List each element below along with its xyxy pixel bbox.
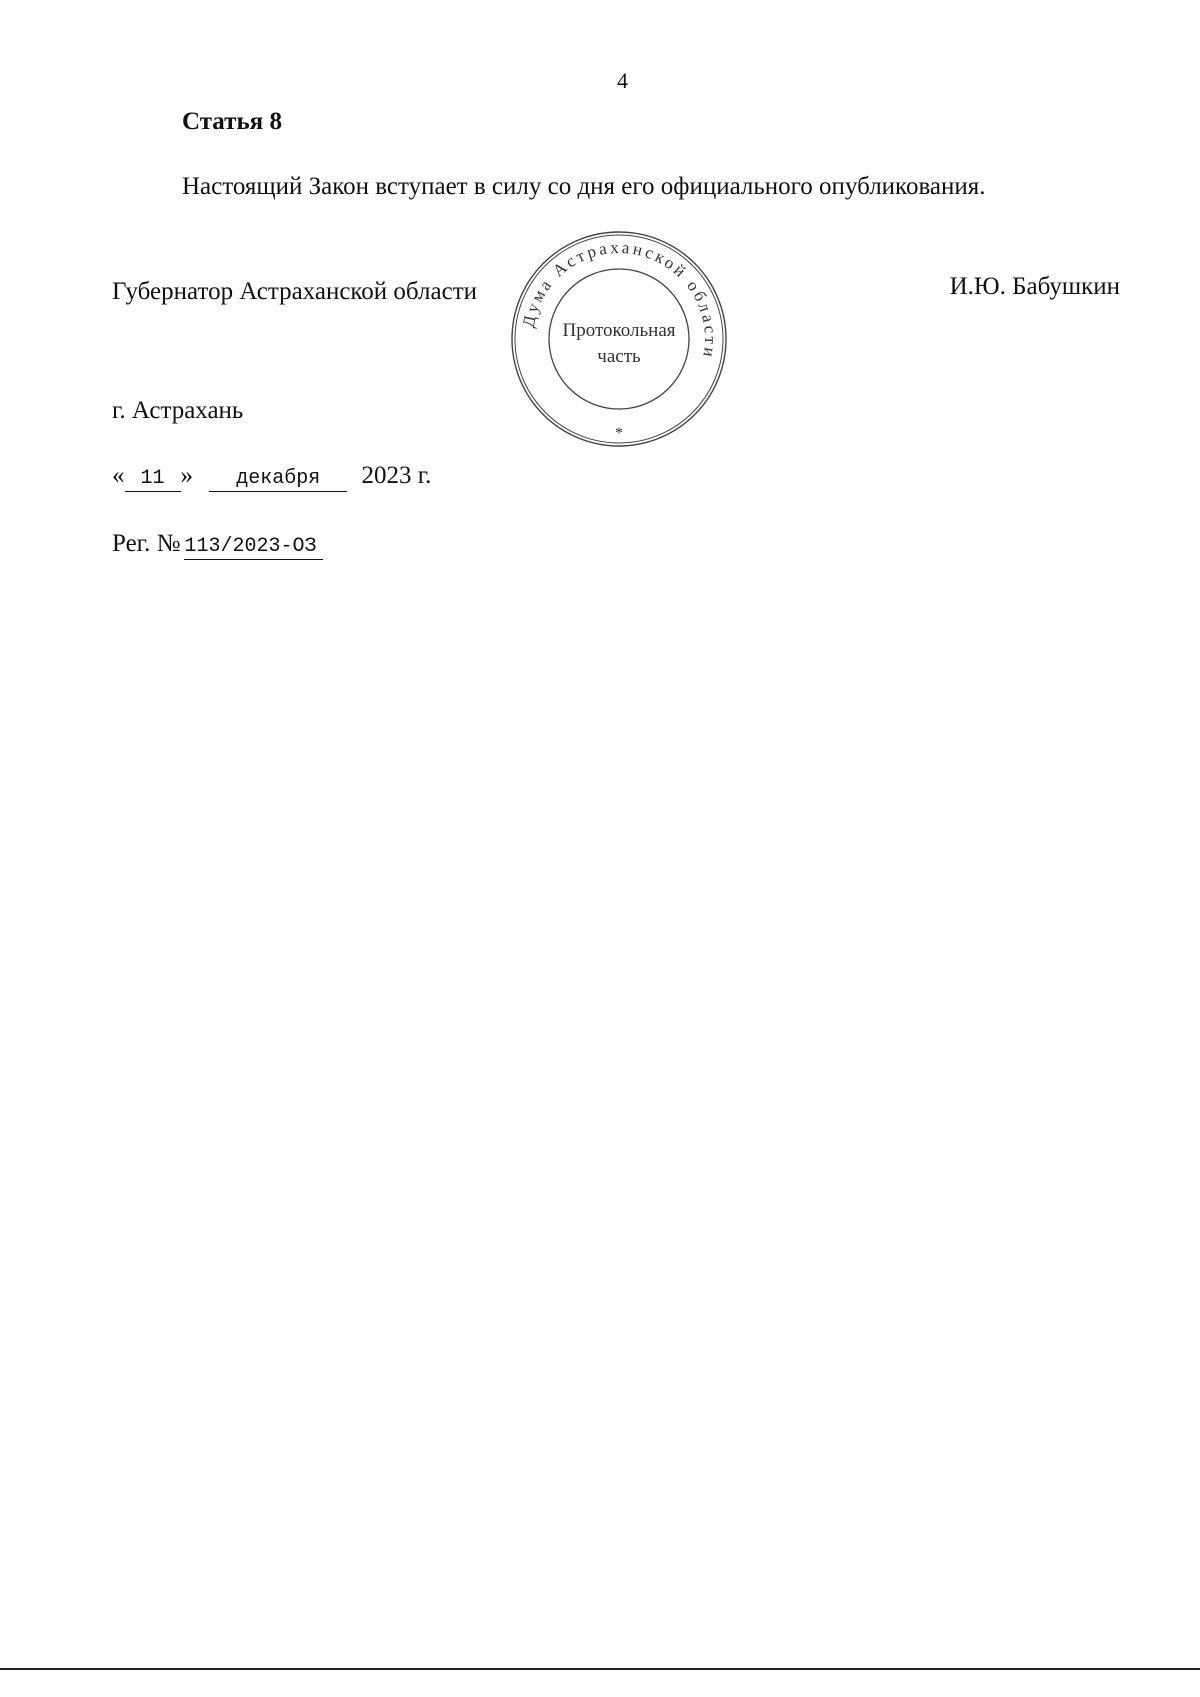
registration-number: 113/2023-ОЗ [184,535,322,560]
seal-star-icon: * [615,425,623,442]
seal-center-line2: часть [597,346,641,367]
date-month: декабря [209,467,347,492]
registration-line [112,530,323,560]
date-close-quote: » [180,462,193,489]
seal-ring-text: Дума Астраханской области [518,237,721,362]
bottom-rule [0,1668,1200,1670]
page-number: 4 [617,68,628,93]
signatory-name: И.Ю. Бабушкин [949,273,1120,300]
registration-label: Рег. № [112,530,181,557]
date-year: 2023 г. [361,462,432,489]
city: г. Астрахань [112,397,244,424]
article-title: Статья 8 [182,108,282,135]
signatory-position: Губернатор Астраханской области [112,278,478,305]
signing-date [112,462,431,492]
official-seal [508,228,730,450]
date-day: 11 [125,467,181,492]
seal-center-line1: Протокольная [562,320,676,341]
date-open-quote: « [112,462,125,489]
article-text: Настоящий Закон вступает в силу со дня его официального опубликования. [182,173,986,200]
